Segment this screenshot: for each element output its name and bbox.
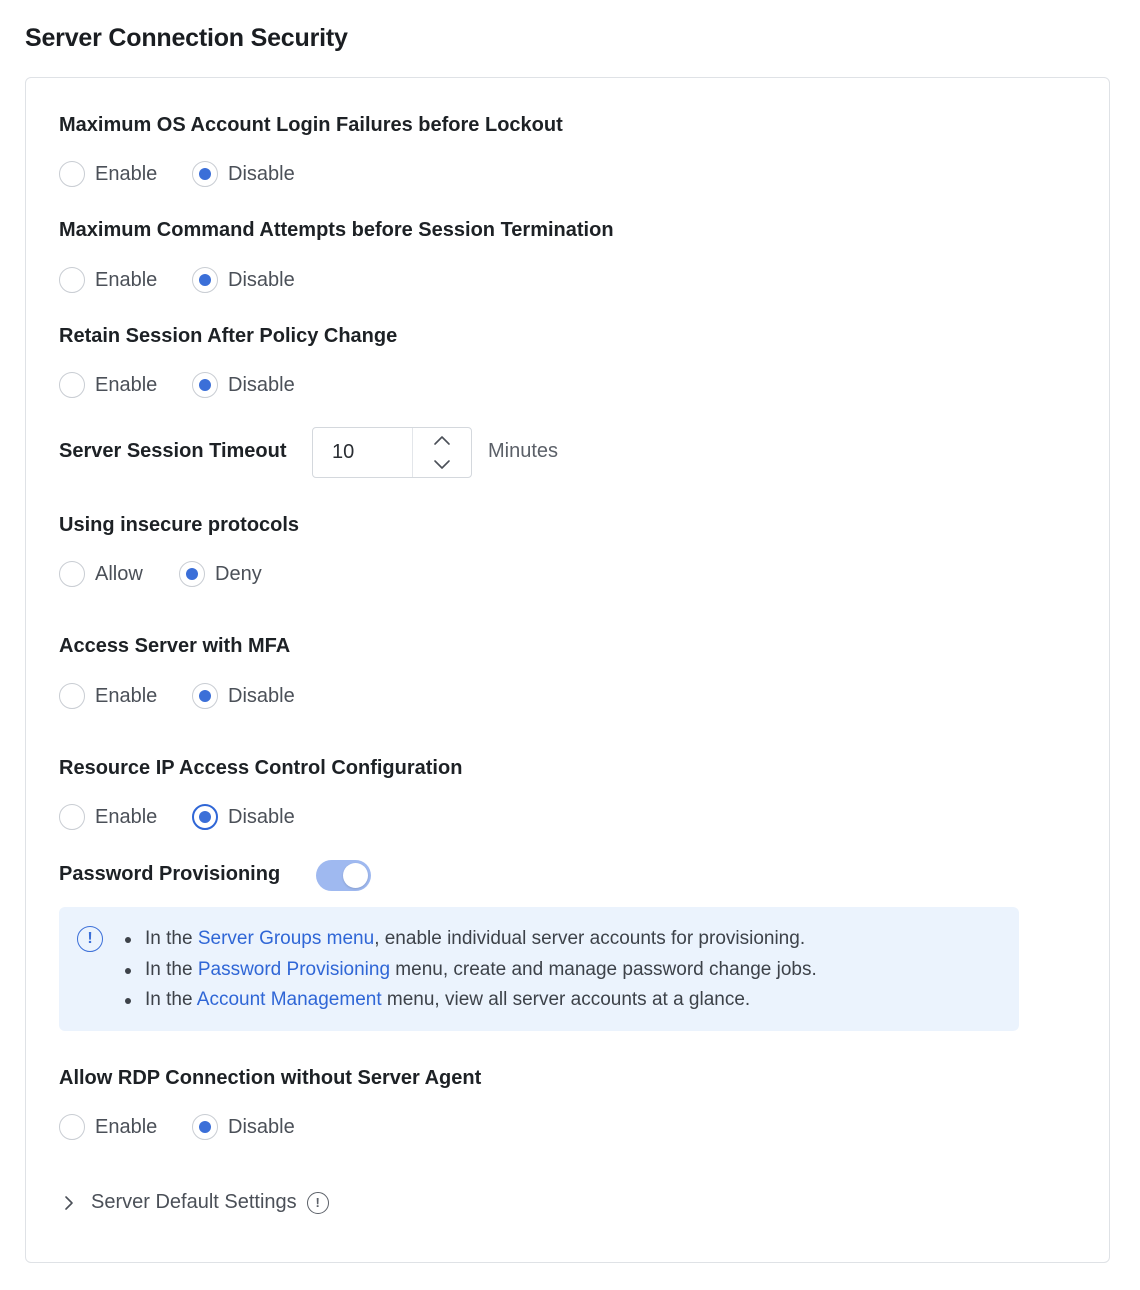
account-management-link[interactable]: Account Management bbox=[196, 989, 382, 1010]
radio-circle[interactable] bbox=[192, 267, 218, 293]
chevron-right-icon bbox=[62, 1194, 76, 1212]
server-groups-link[interactable]: Server Groups menu bbox=[197, 928, 375, 949]
radio-circle[interactable] bbox=[192, 1114, 218, 1140]
info-item bbox=[145, 926, 817, 957]
timeout-unit: Minutes bbox=[488, 440, 559, 462]
radio-circle[interactable] bbox=[59, 267, 85, 293]
chevron-up-icon bbox=[433, 434, 451, 446]
info-item bbox=[145, 987, 817, 1018]
toggle-knob bbox=[343, 863, 368, 888]
command-attempts-label: Maximum Command Attempts before Session Termination bbox=[59, 219, 614, 241]
rdp-label: Allow RDP Connection without Server Agent bbox=[59, 1067, 482, 1089]
password-provisioning-link[interactable]: Password Provisioning bbox=[197, 958, 391, 980]
password-provisioning-label: Password Provisioning bbox=[59, 863, 281, 885]
mfa-disable-radio[interactable] bbox=[192, 683, 295, 709]
radio-label: Disable bbox=[228, 373, 295, 396]
ip-access-label: Resource IP Access Control Configuration bbox=[59, 757, 463, 779]
info-text: In the bbox=[145, 928, 198, 949]
info-text: menu, view all server accounts at a glance. bbox=[381, 989, 751, 1010]
radio-label: Enable bbox=[95, 805, 158, 828]
retain-session-disable-radio[interactable] bbox=[192, 372, 295, 398]
info-item bbox=[145, 957, 817, 988]
retain-session-label: Retain Session After Policy Change bbox=[59, 325, 398, 347]
session-timeout-stepper[interactable] bbox=[312, 427, 472, 478]
radio-circle[interactable] bbox=[59, 683, 85, 709]
radio-circle[interactable] bbox=[59, 372, 85, 398]
radio-circle[interactable] bbox=[179, 561, 205, 587]
session-timeout-label: Server Session Timeout bbox=[59, 440, 287, 462]
radio-label: Enable bbox=[95, 684, 158, 707]
stepper-buttons bbox=[413, 428, 471, 477]
radio-label: Disable bbox=[228, 1115, 295, 1138]
radio-label: Disable bbox=[228, 268, 295, 291]
mfa-enable-radio[interactable] bbox=[59, 683, 157, 709]
radio-circle[interactable] bbox=[59, 804, 85, 830]
info-icon: ! bbox=[77, 926, 103, 952]
radio-label: Enable bbox=[95, 268, 158, 291]
chevron-down-icon bbox=[433, 459, 451, 471]
insecure-protocols-allow-radio[interactable] bbox=[59, 561, 143, 587]
radio-circle[interactable] bbox=[192, 683, 218, 709]
settings-card bbox=[25, 77, 1110, 1263]
login-failures-label: Maximum OS Account Login Failures before Lockout bbox=[59, 114, 563, 136]
mfa-label: Access Server with MFA bbox=[59, 635, 291, 657]
ip-access-disable-radio[interactable] bbox=[192, 804, 295, 830]
command-attempts-disable-radio[interactable] bbox=[192, 267, 295, 293]
info-box bbox=[59, 907, 1019, 1031]
radio-label: Allow bbox=[95, 562, 143, 585]
radio-circle[interactable] bbox=[59, 1114, 85, 1140]
ip-access-enable-radio[interactable] bbox=[59, 804, 157, 830]
password-provisioning-toggle[interactable] bbox=[316, 860, 371, 891]
radio-circle[interactable] bbox=[192, 372, 218, 398]
login-failures-enable-radio[interactable] bbox=[59, 161, 157, 187]
radio-label: Enable bbox=[95, 162, 158, 185]
command-attempts-enable-radio[interactable] bbox=[59, 267, 157, 293]
retain-session-enable-radio[interactable] bbox=[59, 372, 157, 398]
radio-label: Disable bbox=[228, 162, 295, 185]
increment-button[interactable] bbox=[413, 428, 471, 453]
rdp-enable-radio[interactable] bbox=[59, 1114, 157, 1140]
server-default-settings-toggle[interactable] bbox=[62, 1191, 329, 1214]
login-failures-disable-radio[interactable] bbox=[192, 161, 295, 187]
radio-circle[interactable] bbox=[192, 161, 218, 187]
radio-circle[interactable] bbox=[59, 161, 85, 187]
decrement-button[interactable] bbox=[413, 453, 471, 478]
radio-label: Disable bbox=[228, 684, 295, 707]
info-text: menu, create and manage password change jobs. bbox=[390, 958, 817, 980]
info-list bbox=[145, 926, 817, 1018]
radio-circle[interactable] bbox=[192, 804, 218, 830]
info-text: In the bbox=[145, 958, 198, 980]
radio-label: Deny bbox=[215, 562, 262, 585]
radio-label: Disable bbox=[228, 805, 295, 828]
rdp-disable-radio[interactable] bbox=[192, 1114, 295, 1140]
insecure-protocols-deny-radio[interactable] bbox=[179, 561, 262, 587]
radio-label: Enable bbox=[95, 373, 158, 396]
info-text: , enable individual server accounts for provisioning. bbox=[374, 928, 806, 949]
radio-circle[interactable] bbox=[59, 561, 85, 587]
help-icon[interactable]: ! bbox=[307, 1192, 329, 1214]
server-default-settings-label: Server Default Settings bbox=[91, 1191, 297, 1213]
radio-label: Enable bbox=[95, 1115, 158, 1138]
session-timeout-input[interactable]: 10 bbox=[313, 428, 413, 477]
insecure-protocols-label: Using insecure protocols bbox=[59, 514, 300, 536]
page-title: Server Connection Security bbox=[25, 24, 348, 52]
info-text: In the bbox=[145, 989, 197, 1010]
